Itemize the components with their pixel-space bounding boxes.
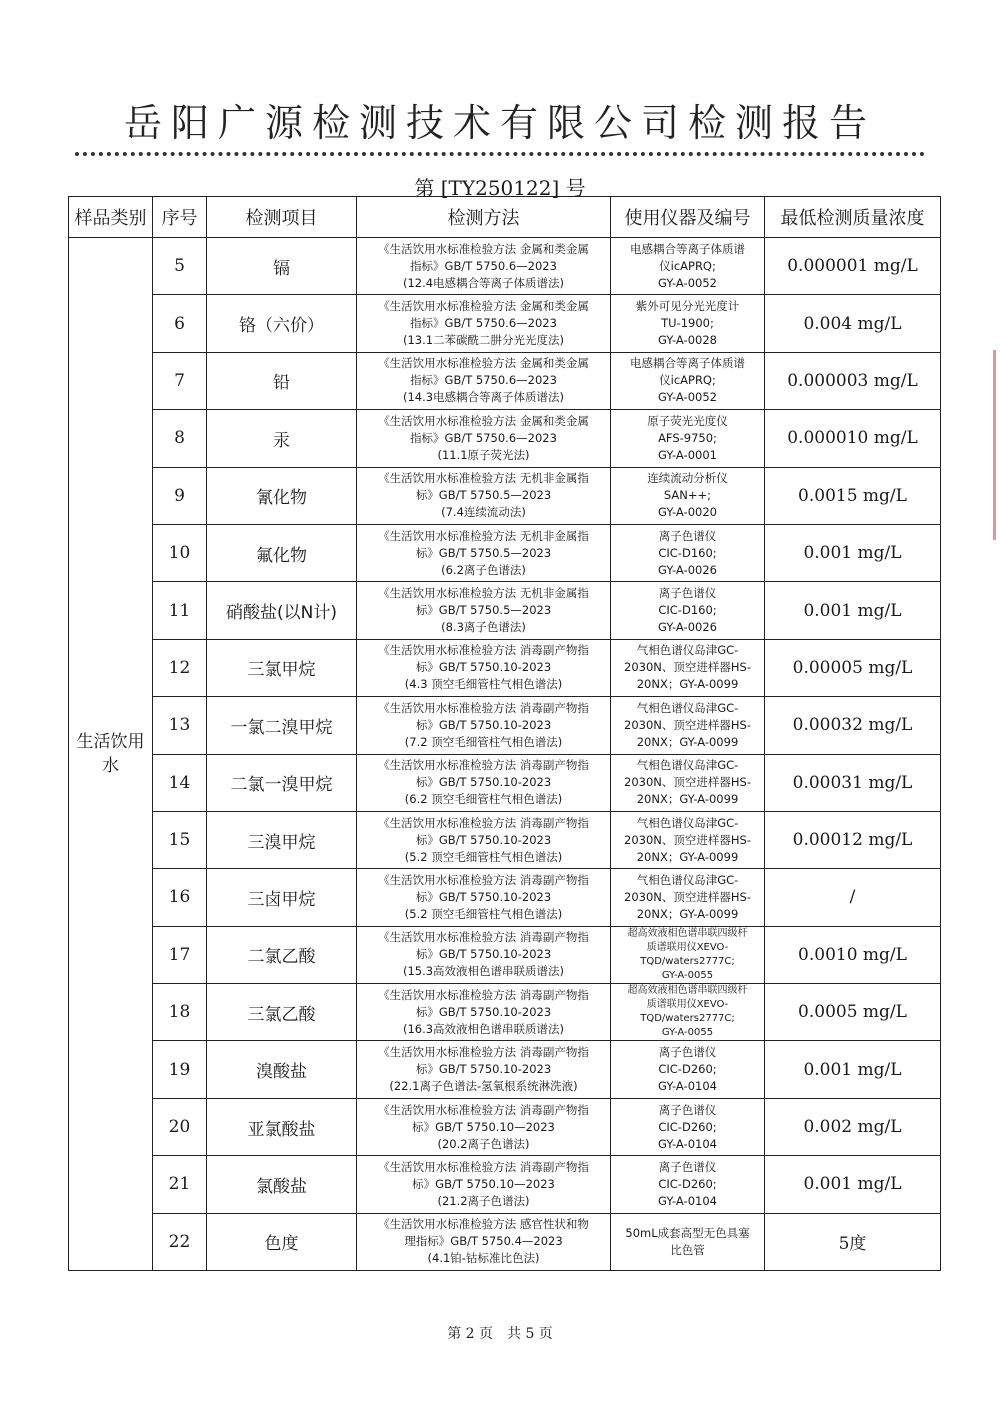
row-number: 19 bbox=[153, 1041, 207, 1098]
test-item: 氰化物 bbox=[207, 467, 357, 524]
instrument-line: 超高效液相色谱串联四级杆 bbox=[627, 985, 748, 997]
instrument bbox=[611, 754, 765, 811]
instrument-line: CIC-D160; bbox=[658, 603, 717, 618]
instrument-line: 离子色谱仪 bbox=[658, 586, 717, 601]
instrument-line: GY-A-0055 bbox=[661, 1027, 714, 1039]
row-number: 15 bbox=[153, 811, 207, 868]
instrument-line: CIC-D260; bbox=[658, 1062, 717, 1077]
row-number: 8 bbox=[153, 410, 207, 467]
instrument-line: 20NX；GY-A-0099 bbox=[636, 792, 739, 807]
method-line: (4.1铂-钴标准比色法) bbox=[427, 1251, 540, 1266]
min-detection-concentration: 0.002 mg/L bbox=[765, 1098, 941, 1155]
min-detection-concentration: 0.001 mg/L bbox=[765, 1041, 941, 1098]
test-item: 铬（六价） bbox=[207, 295, 357, 352]
min-detection-concentration: 0.001 mg/L bbox=[765, 1156, 941, 1213]
instrument-line: 仪icAPRQ; bbox=[659, 373, 716, 388]
instrument-line: 气相色谱仪岛津GC- bbox=[636, 758, 739, 773]
row-number: 16 bbox=[153, 869, 207, 926]
method-line: 《生活饮用水标准检验方法 消毒副产物指 bbox=[378, 1102, 589, 1117]
min-detection-concentration: 0.0010 mg/L bbox=[765, 926, 941, 983]
report-title: 岳阳广源检测技术有限公司检测报告 bbox=[123, 101, 876, 145]
min-detection-concentration: 5度 bbox=[765, 1213, 941, 1270]
instrument-line: 2030N、顶空进样器HS- bbox=[624, 832, 751, 847]
test-item: 色度 bbox=[207, 1213, 357, 1270]
method-line: 《生活饮用水标准检验方法 感官性状和物 bbox=[378, 1217, 589, 1232]
col-header-method: 检测方法 bbox=[357, 197, 611, 238]
instrument-line: SAN++; bbox=[663, 488, 712, 503]
row-number: 5 bbox=[153, 238, 207, 295]
method-line: (5.2 顶空毛细管柱气相色谱法) bbox=[404, 849, 563, 864]
row-number: 14 bbox=[153, 754, 207, 811]
method-line: (13.1二苯碳酰二肼分光光度法) bbox=[402, 333, 565, 348]
table-row bbox=[69, 295, 941, 352]
test-method bbox=[357, 582, 611, 639]
instrument-line: 电感耦合等离子体质谱 bbox=[630, 356, 745, 371]
method-line: (7.2 顶空毛细管柱气相色谱法) bbox=[404, 734, 563, 749]
instrument-line: AFS-9750; bbox=[658, 430, 717, 445]
table-row bbox=[69, 869, 941, 926]
table-row bbox=[69, 352, 941, 409]
instrument-line: GY-A-0104 bbox=[658, 1079, 717, 1094]
instrument bbox=[611, 352, 765, 409]
test-item: 一氯二溴甲烷 bbox=[207, 697, 357, 754]
instrument-line: 20NX；GY-A-0099 bbox=[636, 677, 739, 692]
instrument-line: GY-A-0055 bbox=[661, 969, 714, 981]
test-item: 镉 bbox=[207, 238, 357, 295]
table-row bbox=[69, 984, 941, 1041]
row-number: 13 bbox=[153, 697, 207, 754]
table-row bbox=[69, 410, 941, 467]
sample-category-line: 生活饮用 bbox=[76, 732, 145, 753]
test-method bbox=[357, 410, 611, 467]
method-line: 《生活饮用水标准检验方法 消毒副产物指 bbox=[378, 643, 589, 658]
test-method bbox=[357, 984, 611, 1041]
method-line: 《生活饮用水标准检验方法 消毒副产物指 bbox=[378, 930, 589, 945]
row-number: 22 bbox=[153, 1213, 207, 1270]
instrument bbox=[611, 1098, 765, 1155]
instrument-line: GY-A-0020 bbox=[658, 505, 717, 520]
instrument-line: 质谱联用仪XEVO- bbox=[646, 999, 729, 1011]
row-number: 20 bbox=[153, 1098, 207, 1155]
instrument-line: CIC-D260; bbox=[658, 1176, 717, 1191]
instrument-line: 气相色谱仪岛津GC- bbox=[636, 872, 739, 887]
instrument-line: 比色管 bbox=[670, 1242, 705, 1257]
instrument-line: 连续流动分析仪 bbox=[647, 471, 728, 486]
method-line: 《生活饮用水标准检验方法 消毒副产物指 bbox=[378, 815, 589, 830]
instrument-line: TQD/waters2777C; bbox=[640, 955, 735, 967]
instrument-line: 超高效液相色谱串联四级杆 bbox=[627, 927, 748, 939]
instrument-line: 离子色谱仪 bbox=[658, 1045, 717, 1060]
row-number: 17 bbox=[153, 926, 207, 983]
col-header-concentration: 最低检测质量浓度 bbox=[765, 197, 941, 238]
instrument-line: 2030N、顶空进样器HS- bbox=[624, 717, 751, 732]
test-item: 铅 bbox=[207, 352, 357, 409]
instrument bbox=[611, 238, 765, 295]
method-line: (11.1原子荧光法) bbox=[437, 447, 530, 462]
instrument-line: GY-A-0001 bbox=[658, 447, 717, 462]
method-line: 标》GB/T 5750.10-2023 bbox=[415, 1062, 552, 1077]
row-number: 21 bbox=[153, 1156, 207, 1213]
instrument-line: 2030N、顶空进样器HS- bbox=[624, 660, 751, 675]
method-line: (6.2离子色谱法) bbox=[441, 562, 526, 577]
instrument bbox=[611, 1041, 765, 1098]
col-header-category: 样品类别 bbox=[69, 197, 153, 238]
min-detection-concentration: 0.0015 mg/L bbox=[765, 467, 941, 524]
test-method bbox=[357, 1041, 611, 1098]
method-line: (20.2离子色谱法) bbox=[437, 1136, 530, 1151]
page-number: 第 2 页 共 5 页 bbox=[447, 1326, 553, 1342]
instrument-line: GY-A-0026 bbox=[658, 620, 717, 635]
test-item: 三卤甲烷 bbox=[207, 869, 357, 926]
table-row bbox=[69, 467, 941, 524]
method-line: 标》GB/T 5750.10—2023 bbox=[412, 1176, 555, 1191]
method-line: (12.4电感耦合等离子体质谱法) bbox=[402, 275, 565, 290]
method-line: 指标》GB/T 5750.6—2023 bbox=[410, 430, 557, 445]
method-line: 标》GB/T 5750.10-2023 bbox=[415, 660, 552, 675]
method-line: 标》GB/T 5750.10-2023 bbox=[415, 947, 552, 962]
method-line: (21.2离子色谱法) bbox=[437, 1193, 530, 1208]
method-line: 标》GB/T 5750.10-2023 bbox=[415, 775, 552, 790]
min-detection-concentration: 0.000010 mg/L bbox=[765, 410, 941, 467]
test-method bbox=[357, 926, 611, 983]
test-method bbox=[357, 1098, 611, 1155]
method-line: 《生活饮用水标准检验方法 消毒副产物指 bbox=[378, 1159, 589, 1174]
instrument bbox=[611, 869, 765, 926]
method-line: 标》GB/T 5750.10-2023 bbox=[415, 717, 552, 732]
instrument-line: TU-1900; bbox=[661, 316, 714, 331]
instrument-line: 气相色谱仪岛津GC- bbox=[636, 815, 739, 830]
instrument-line: 离子色谱仪 bbox=[658, 1159, 717, 1174]
instrument-line: 20NX；GY-A-0099 bbox=[636, 849, 739, 864]
test-method bbox=[357, 467, 611, 524]
test-item: 三氯乙酸 bbox=[207, 984, 357, 1041]
col-header-no: 序号 bbox=[153, 197, 207, 238]
test-method bbox=[357, 524, 611, 581]
instrument bbox=[611, 639, 765, 696]
min-detection-concentration: 0.000003 mg/L bbox=[765, 352, 941, 409]
test-item: 汞 bbox=[207, 410, 357, 467]
test-item: 氯酸盐 bbox=[207, 1156, 357, 1213]
method-line: 《生活饮用水标准检验方法 消毒副产物指 bbox=[378, 758, 589, 773]
instrument-line: CIC-D260; bbox=[658, 1119, 717, 1134]
method-line: 标》GB/T 5750.10-2023 bbox=[415, 889, 552, 904]
test-method bbox=[357, 639, 611, 696]
instrument bbox=[611, 524, 765, 581]
instrument bbox=[611, 467, 765, 524]
method-line: 《生活饮用水标准检验方法 消毒副产物指 bbox=[378, 987, 589, 1002]
test-item: 亚氯酸盐 bbox=[207, 1098, 357, 1155]
min-detection-concentration: 0.00012 mg/L bbox=[765, 811, 941, 868]
instrument-line: 20NX；GY-A-0099 bbox=[636, 906, 739, 921]
instrument-line: 仪icAPRQ; bbox=[659, 258, 716, 273]
instrument bbox=[611, 1213, 765, 1270]
row-number: 18 bbox=[153, 984, 207, 1041]
test-item: 二氯一溴甲烷 bbox=[207, 754, 357, 811]
test-method bbox=[357, 811, 611, 868]
method-line: 《生活饮用水标准检验方法 消毒副产物指 bbox=[378, 872, 589, 887]
sample-category-line: 水 bbox=[102, 756, 119, 777]
instrument-line: GY-A-0028 bbox=[658, 333, 717, 348]
row-number: 9 bbox=[153, 467, 207, 524]
method-line: 理指标》GB/T 5750.4—2023 bbox=[404, 1234, 563, 1249]
min-detection-concentration: 0.001 mg/L bbox=[765, 582, 941, 639]
method-line: (14.3电感耦合等离子体质谱法) bbox=[402, 390, 565, 405]
instrument-line: 质谱联用仪XEVO- bbox=[646, 941, 729, 953]
test-method bbox=[357, 869, 611, 926]
instrument bbox=[611, 295, 765, 352]
table-row bbox=[69, 238, 941, 295]
instrument bbox=[611, 582, 765, 639]
test-method bbox=[357, 352, 611, 409]
instrument-line: 电感耦合等离子体质谱 bbox=[630, 241, 745, 256]
instrument-line: 气相色谱仪岛津GC- bbox=[636, 643, 739, 658]
dotted-divider bbox=[75, 152, 925, 156]
col-header-instrument: 使用仪器及编号 bbox=[611, 197, 765, 238]
row-number: 12 bbox=[153, 639, 207, 696]
test-method bbox=[357, 754, 611, 811]
row-number: 6 bbox=[153, 295, 207, 352]
seal-stamp-edge bbox=[983, 350, 996, 540]
instrument-line: 原子荧光光度仪 bbox=[647, 413, 728, 428]
table-row bbox=[69, 582, 941, 639]
method-line: 标》GB/T 5750.10—2023 bbox=[412, 1119, 555, 1134]
instrument-line: GY-A-0104 bbox=[658, 1193, 717, 1208]
method-line: 《生活饮用水标准检验方法 消毒副产物指 bbox=[378, 700, 589, 715]
table-row bbox=[69, 926, 941, 983]
test-item: 氟化物 bbox=[207, 524, 357, 581]
instrument-line: GY-A-0104 bbox=[658, 1136, 717, 1151]
instrument-line: 2030N、顶空进样器HS- bbox=[624, 889, 751, 904]
method-line: 指标》GB/T 5750.6—2023 bbox=[410, 258, 557, 273]
min-detection-concentration: 0.00005 mg/L bbox=[765, 639, 941, 696]
sample-category-cell bbox=[69, 238, 153, 1271]
test-item: 硝酸盐(以N计) bbox=[207, 582, 357, 639]
method-line: 《生活饮用水标准检验方法 无机非金属指 bbox=[378, 528, 589, 543]
table-row bbox=[69, 1156, 941, 1213]
method-line: (5.2 顶空毛细管柱气相色谱法) bbox=[404, 906, 563, 921]
test-item: 溴酸盐 bbox=[207, 1041, 357, 1098]
method-line: 《生活饮用水标准检验方法 金属和类金属 bbox=[378, 241, 589, 256]
method-line: (15.3高效液相色谱串联质谱法) bbox=[402, 964, 565, 979]
table-row bbox=[69, 524, 941, 581]
table-row bbox=[69, 811, 941, 868]
instrument bbox=[611, 697, 765, 754]
instrument-line: 离子色谱仪 bbox=[658, 528, 717, 543]
min-detection-concentration: 0.001 mg/L bbox=[765, 524, 941, 581]
method-line: (8.3离子色谱法) bbox=[441, 620, 526, 635]
test-method bbox=[357, 295, 611, 352]
row-number: 7 bbox=[153, 352, 207, 409]
method-line: 《生活饮用水标准检验方法 金属和类金属 bbox=[378, 356, 589, 371]
min-detection-concentration: 0.000001 mg/L bbox=[765, 238, 941, 295]
instrument bbox=[611, 410, 765, 467]
table-row bbox=[69, 1213, 941, 1270]
results-table bbox=[68, 196, 941, 1271]
instrument-line: 20NX；GY-A-0099 bbox=[636, 734, 739, 749]
row-number: 11 bbox=[153, 582, 207, 639]
instrument-line: 50mL成套高型无色具塞 bbox=[625, 1225, 750, 1240]
instrument-line: CIC-D160; bbox=[658, 545, 717, 560]
instrument-line: GY-A-0026 bbox=[658, 562, 717, 577]
method-line: 标》GB/T 5750.5—2023 bbox=[415, 488, 552, 503]
instrument bbox=[611, 926, 765, 983]
table-row bbox=[69, 754, 941, 811]
table-row bbox=[69, 1041, 941, 1098]
method-line: 指标》GB/T 5750.6—2023 bbox=[410, 373, 557, 388]
min-detection-concentration: 0.00032 mg/L bbox=[765, 697, 941, 754]
instrument-line: GY-A-0052 bbox=[658, 390, 717, 405]
method-line: 《生活饮用水标准检验方法 无机非金属指 bbox=[378, 586, 589, 601]
table-body bbox=[69, 238, 941, 1271]
test-method bbox=[357, 1156, 611, 1213]
method-line: 标》GB/T 5750.10-2023 bbox=[415, 832, 552, 847]
instrument bbox=[611, 1156, 765, 1213]
row-number: 10 bbox=[153, 524, 207, 581]
method-line: 标》GB/T 5750.10-2023 bbox=[415, 1004, 552, 1019]
table-row bbox=[69, 639, 941, 696]
test-item: 二氯乙酸 bbox=[207, 926, 357, 983]
instrument-line: 紫外可见分光光度计 bbox=[635, 299, 740, 314]
method-line: (6.2 顶空毛细管柱气相色谱法) bbox=[404, 792, 563, 807]
min-detection-concentration: 0.0005 mg/L bbox=[765, 984, 941, 1041]
method-line: 《生活饮用水标准检验方法 金属和类金属 bbox=[378, 299, 589, 314]
table-row bbox=[69, 697, 941, 754]
method-line: 指标》GB/T 5750.6—2023 bbox=[410, 316, 557, 331]
method-line: 《生活饮用水标准检验方法 消毒副产物指 bbox=[378, 1045, 589, 1060]
col-header-item: 检测项目 bbox=[207, 197, 357, 238]
method-line: 标》GB/T 5750.5—2023 bbox=[415, 545, 552, 560]
method-line: 《生活饮用水标准检验方法 金属和类金属 bbox=[378, 413, 589, 428]
method-line: 标》GB/T 5750.5—2023 bbox=[415, 603, 552, 618]
method-line: (16.3高效液相色谱串联质谱法) bbox=[402, 1021, 565, 1036]
test-item: 三氯甲烷 bbox=[207, 639, 357, 696]
table-row bbox=[69, 1098, 941, 1155]
instrument-line: TQD/waters2777C; bbox=[640, 1013, 735, 1025]
method-line: (22.1离子色谱法-氢氧根系统淋洗液) bbox=[389, 1079, 578, 1094]
test-item: 三溴甲烷 bbox=[207, 811, 357, 868]
instrument bbox=[611, 811, 765, 868]
method-line: 《生活饮用水标准检验方法 无机非金属指 bbox=[378, 471, 589, 486]
instrument bbox=[611, 984, 765, 1041]
min-detection-concentration: 0.00031 mg/L bbox=[765, 754, 941, 811]
method-line: (7.4连续流动法) bbox=[441, 505, 526, 520]
test-method bbox=[357, 238, 611, 295]
method-line: (4.3 顶空毛细管柱气相色谱法) bbox=[404, 677, 563, 692]
instrument-line: 离子色谱仪 bbox=[658, 1102, 717, 1117]
table-header-row bbox=[69, 197, 941, 238]
instrument-line: 2030N、顶空进样器HS- bbox=[624, 775, 751, 790]
report-number: 第 [TY250122] 号 bbox=[414, 176, 586, 200]
min-detection-concentration: 0.004 mg/L bbox=[765, 295, 941, 352]
instrument-line: GY-A-0052 bbox=[658, 275, 717, 290]
test-method bbox=[357, 1213, 611, 1270]
min-detection-concentration: / bbox=[765, 869, 941, 926]
instrument-line: 气相色谱仪岛津GC- bbox=[636, 700, 739, 715]
test-method bbox=[357, 697, 611, 754]
